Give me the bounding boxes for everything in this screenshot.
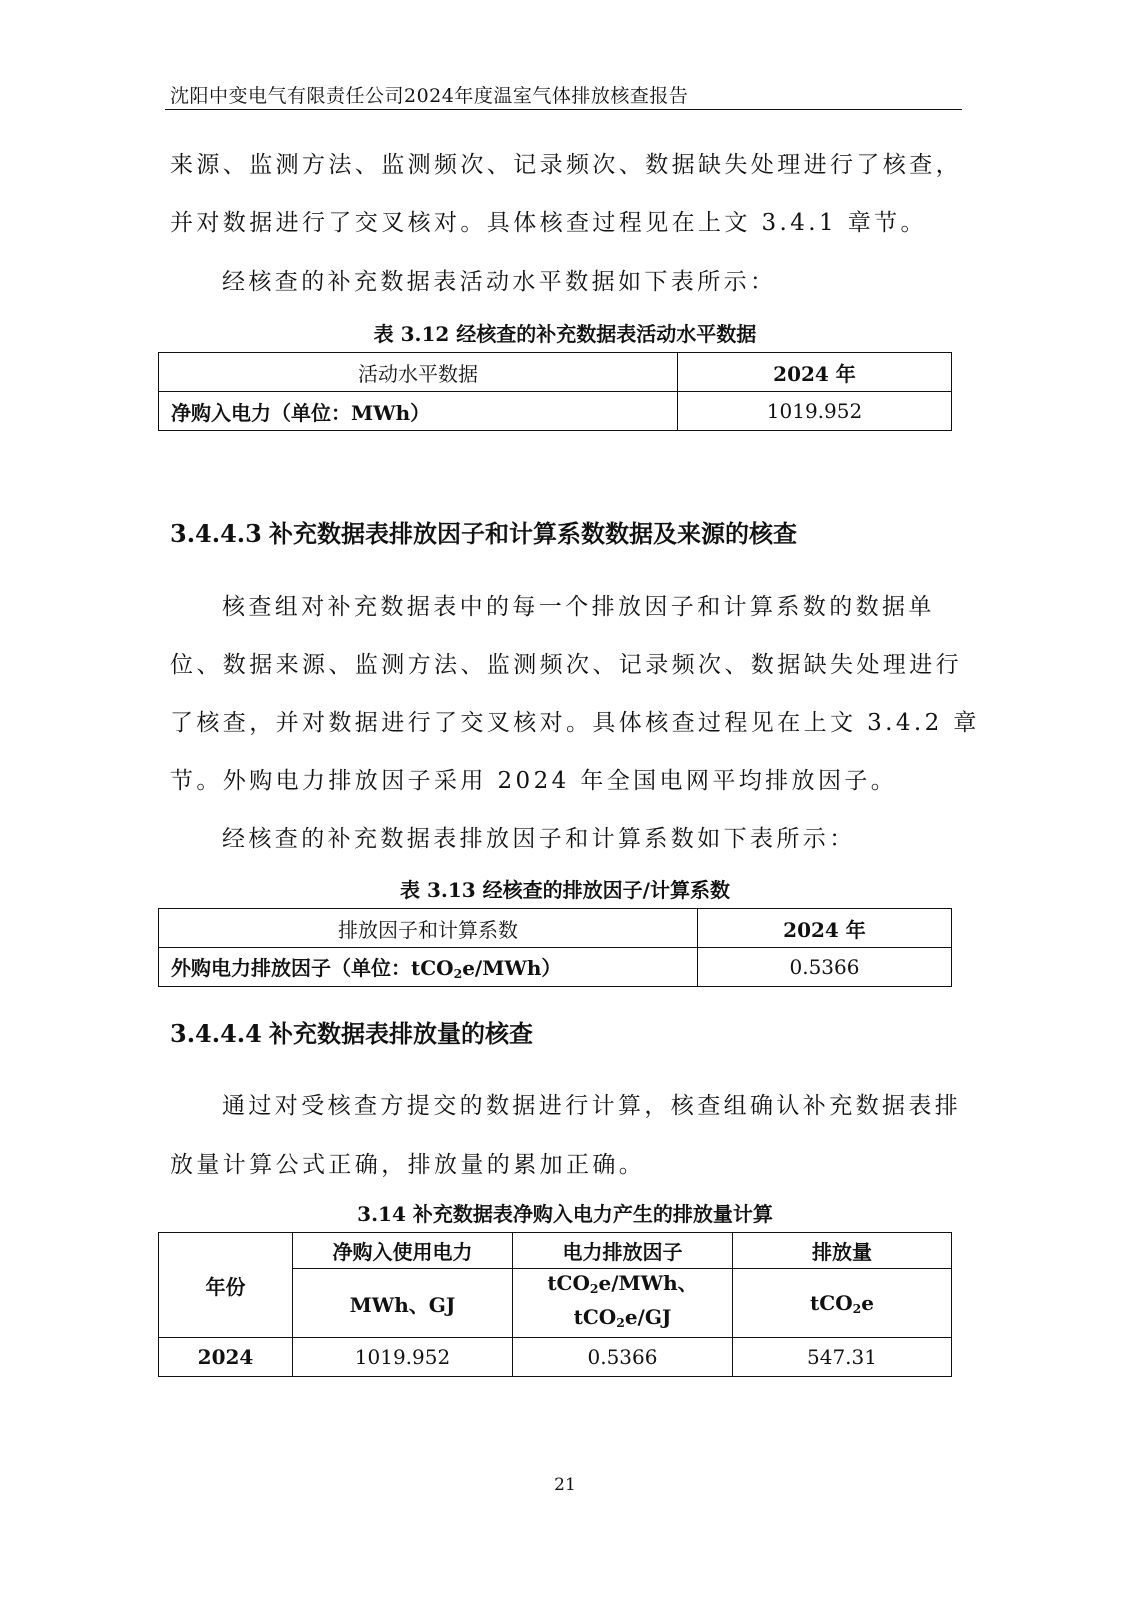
- subscript: 2: [589, 1281, 599, 1297]
- section-heading-3-4-4-3: [170, 514, 797, 549]
- table-row: [159, 1233, 952, 1269]
- cell-text: e/GJ: [624, 1305, 672, 1330]
- subscript: 2: [453, 966, 463, 982]
- table-row: [159, 353, 952, 392]
- table-cell: 0.5366: [698, 948, 952, 987]
- table-header-cell: [733, 1269, 952, 1338]
- cell-text: e: [861, 1290, 874, 1315]
- intro-line-3: 经核查的补充数据表活动水平数据如下表所示：: [222, 269, 777, 295]
- cell-text: e/MWh、: [598, 1271, 698, 1295]
- section-heading-3-4-4-4: [170, 1014, 533, 1049]
- section-3-4-4-3-line-3: 了核查，并对数据进行了交叉核对。具体核查过程见在上文 3.4.2 章: [170, 710, 980, 736]
- section-number: 3.4.4.3: [170, 519, 262, 548]
- table-header-cell: 排放因子和计算系数: [159, 909, 698, 948]
- table-3-12-caption: 表 3.12 经核查的补充数据表活动水平数据: [373, 322, 757, 346]
- table-3-14-caption: 3.14 补充数据表净购入电力产生的排放量计算: [357, 1202, 773, 1226]
- table-3-13-caption: 表 3.13 经核查的排放因子/计算系数: [400, 878, 730, 902]
- table-3-13: [158, 908, 952, 987]
- table-row: [159, 1338, 952, 1377]
- table-cell: 2024: [159, 1338, 293, 1377]
- section-number: 3.4.4.4: [170, 1019, 262, 1048]
- table-header-cell: 排放量: [733, 1233, 952, 1269]
- header-divider: [165, 109, 962, 110]
- table-header-cell: 2024 年: [698, 909, 952, 948]
- section-3-4-4-4-line-2: 放量计算公式正确，排放量的累加正确。: [170, 1152, 646, 1178]
- table-cell: 0.5366: [513, 1338, 733, 1377]
- cell-text: tCO: [810, 1290, 853, 1315]
- section-title: 补充数据表排放量的核查: [269, 1019, 533, 1048]
- subscript: 2: [616, 1315, 625, 1331]
- table-header-cell: 活动水平数据: [159, 353, 678, 392]
- table-row: [159, 948, 952, 987]
- table-row: [159, 392, 952, 431]
- table-header-cell: 净购入使用电力: [293, 1233, 513, 1269]
- intro-line-2: 并对数据进行了交叉核对。具体核查过程见在上文 3.4.1 章节。: [170, 210, 927, 236]
- section-3-4-4-3-line-1: 核查组对补充数据表中的每一个排放因子和计算系数的数据单: [222, 594, 935, 620]
- cell-text: e/MWh）: [462, 956, 562, 981]
- table-header-cell: MWh、GJ: [293, 1269, 513, 1338]
- table-header-cell: 年份: [159, 1233, 293, 1338]
- page-number: 21: [554, 1475, 576, 1495]
- table-header-cell: 2024 年: [678, 353, 952, 392]
- table-row: [159, 909, 952, 948]
- table-cell: 净购入电力（单位：MWh）: [159, 392, 678, 431]
- section-3-4-4-4-line-1: 通过对受核查方提交的数据进行计算，核查组确认补充数据表排: [222, 1093, 962, 1119]
- table-cell: 547.31: [733, 1338, 952, 1377]
- cell-text: tCO: [573, 1305, 617, 1330]
- table-3-12: [158, 352, 952, 431]
- subscript: 2: [852, 1300, 862, 1316]
- table-3-14: [158, 1232, 952, 1377]
- unit-line: [513, 1303, 732, 1337]
- section-3-4-4-3-line-5: 经核查的补充数据表排放因子和计算系数如下表所示：: [222, 826, 856, 852]
- table-cell: [159, 948, 698, 987]
- table-header-cell: [513, 1269, 733, 1338]
- unit-line: [513, 1269, 732, 1303]
- section-3-4-4-3-line-4: 节。外购电力排放因子采用 2024 年全国电网平均排放因子。: [170, 768, 898, 794]
- cell-text: 外购电力排放因子（单位：tCO: [171, 956, 454, 981]
- cell-text: tCO: [547, 1271, 590, 1295]
- section-3-4-4-3-line-2: 位、数据来源、监测方法、监测频次、记录频次、数据缺失处理进行: [170, 652, 962, 678]
- table-cell: 1019.952: [293, 1338, 513, 1377]
- section-title: 补充数据表排放因子和计算系数数据及来源的核查: [269, 519, 797, 548]
- table-cell: 1019.952: [678, 392, 952, 431]
- report-header-title: 沈阳中变电气有限责任公司2024年度温室气体排放核查报告: [170, 85, 689, 107]
- table-header-cell: 电力排放因子: [513, 1233, 733, 1269]
- intro-line-1: 来源、监测方法、监测频次、记录频次、数据缺失处理进行了核查，: [170, 152, 962, 178]
